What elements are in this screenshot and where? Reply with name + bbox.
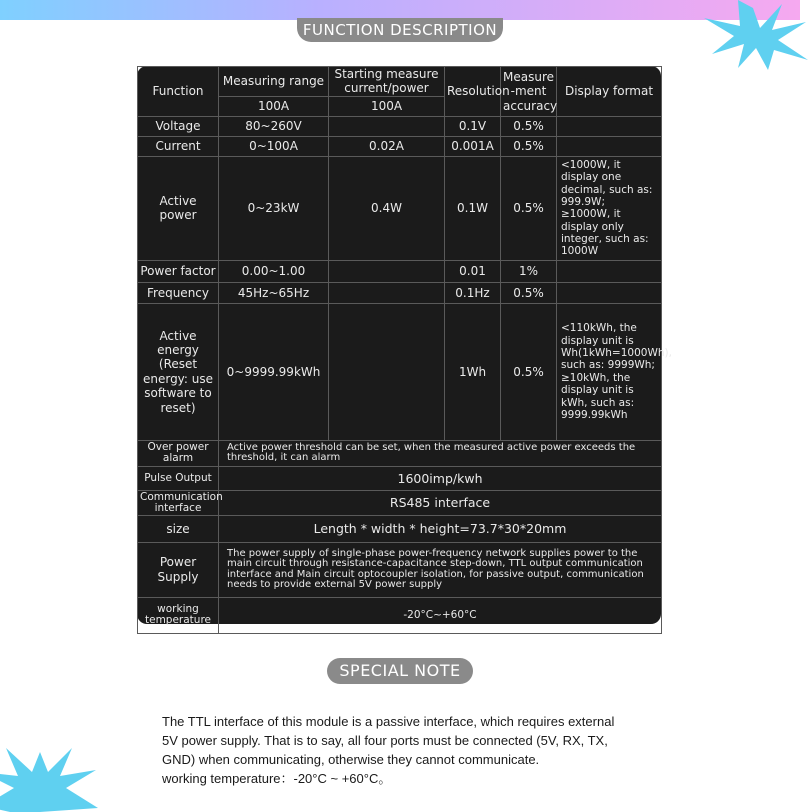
cell-accuracy: 0.5% [501,116,557,136]
row-label: Over power alarm [138,440,219,466]
cell-accuracy: 0.5% [501,156,557,260]
cell-accuracy: 0.5% [501,303,557,440]
table-row [138,466,662,490]
table-header-row [138,67,662,97]
row-label: Pulse Output [138,466,219,490]
cell-starting: 0.02A [329,136,445,156]
table-row [138,116,662,136]
cell-display [557,282,662,303]
special-note-text [162,712,652,788]
cell-range: 0~9999.99kWh [219,303,329,440]
table-row [138,136,662,156]
table-row [138,303,662,440]
cell-value: The power supply of single-phase power-frequency network supplies power to the main circuit through resistance-capacitance step-down, TTL output communication interface and Main circuit optocoupler isolation, for passive output, communication needs to provide external 5V power supply [219,542,662,597]
row-label: size [138,515,219,542]
section-title-special-note: SPECIAL NOTE [327,658,473,684]
row-label: Voltage [138,116,219,136]
cell-resolution: 0.001A [445,136,501,156]
cell-value: -20°C~+60°C [219,597,662,633]
cell-starting [329,303,445,440]
row-label: Power factor [138,260,219,282]
row-label: Power Supply [138,542,219,597]
cell-starting [329,116,445,136]
header-function: Function [138,67,219,117]
cell-starting [329,260,445,282]
cell-display [557,116,662,136]
row-label: Active energy (Reset energy: use software to reset) [138,303,219,440]
table-row [138,440,662,466]
table-row [138,282,662,303]
table-row [138,490,662,515]
table-row [138,260,662,282]
cell-range: 0~23kW [219,156,329,260]
row-label: working temperature [138,597,219,633]
cell-value: Active power threshold can be set, when the measured active power exceeds the threshold, it can alarm [219,440,662,466]
cell-accuracy: 0.5% [501,282,557,303]
header-measuring-range: Measuring range [219,67,329,97]
row-label: Communication interface [138,490,219,515]
cell-display-format: <110kWh, the display unit is Wh(1kWh=1000Wh), such as: 9999Wh; ≥10kWh, the display unit is kWh, such as: 9999.99kWh [557,303,662,440]
cell-resolution: 0.01 [445,260,501,282]
special-note-line: The TTL interface of this module is a passive interface, which requires external [162,714,615,729]
cell-starting: 0.4W [329,156,445,260]
top-gradient-strip [0,0,800,20]
header-resolution: Resolution [445,67,501,117]
header-starting-measure: Starting measure current/power [329,67,445,97]
special-note-line: 5V power supply. That is to say, all four ports must be connected (5V, RX, TX, [162,733,608,748]
row-label: Frequency [138,282,219,303]
decorative-burst-icon [698,0,808,70]
table-row [138,156,662,260]
spec-table-card [137,66,672,627]
header-starting-sub: 100A [329,96,445,116]
cell-range: 45Hz~65Hz [219,282,329,303]
cell-resolution: 1Wh [445,303,501,440]
header-accuracy: Measure -ment accuracy [501,67,557,117]
row-label: Active power [138,156,219,260]
table-row [138,515,662,542]
cell-resolution: 0.1W [445,156,501,260]
cell-accuracy: 0.5% [501,136,557,156]
cell-resolution: 0.1Hz [445,282,501,303]
cell-starting [329,282,445,303]
cell-range: 0.00~1.00 [219,260,329,282]
cell-range: 80~260V [219,116,329,136]
cell-value: Length * width * height=73.7*30*20mm [219,515,662,542]
cell-value: RS485 interface [219,490,662,515]
special-note-line: working temperature：-20°C ~ +60°C。 [162,771,392,786]
cell-display [557,136,662,156]
decorative-burst-icon [0,742,100,812]
cell-display [557,260,662,282]
section-title-function: FUNCTION DESCRIPTION [297,18,503,42]
row-label: Current [138,136,219,156]
cell-range: 0~100A [219,136,329,156]
header-display-format: Display format [557,67,662,117]
cell-display-format: <1000W, it display one decimal, such as: 999.9W; ≥1000W, it display only integer, such as: 1000W [557,156,662,260]
spec-table [137,66,672,634]
table-row [138,597,662,633]
header-range-sub: 100A [219,96,329,116]
cell-accuracy: 1% [501,260,557,282]
cell-resolution: 0.1V [445,116,501,136]
cell-value: 1600imp/kwh [219,466,662,490]
special-note-line: GND) when communicating, otherwise they cannot communicate. [162,752,540,767]
table-row [138,542,662,597]
